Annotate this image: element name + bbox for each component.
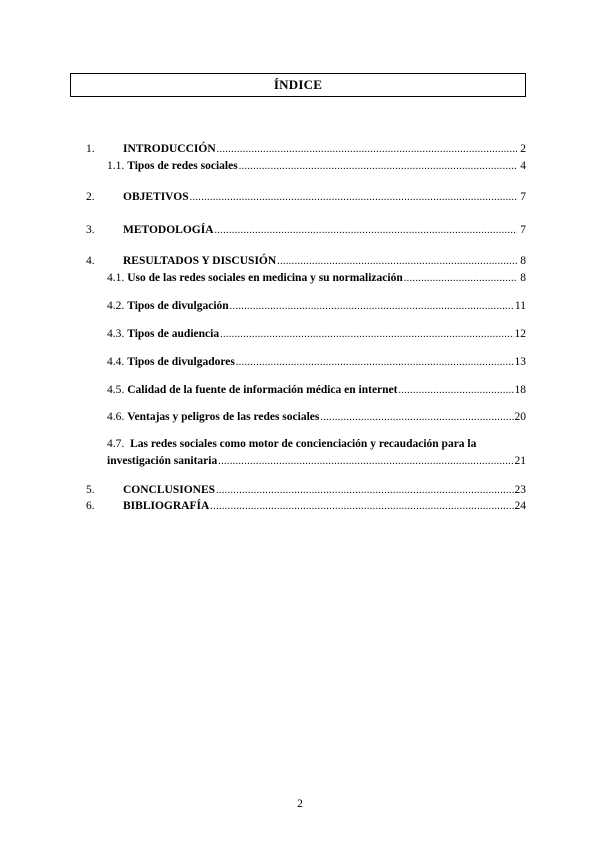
dot-leader xyxy=(220,329,513,340)
toc-entry-motor-concienciacion[interactable] xyxy=(107,438,527,450)
dot-leader xyxy=(320,412,513,423)
toc-entry-label: RESULTADOS Y DISCUSIÓN xyxy=(123,255,277,267)
toc-entry-label: Tipos de divulgación xyxy=(127,300,229,312)
toc-entry-label: Tipos de audiencia xyxy=(127,328,220,340)
index-title: ÍNDICE xyxy=(70,73,526,97)
dot-leader xyxy=(277,256,517,267)
page-number: 2 xyxy=(297,798,303,810)
toc-entry-ventajas[interactable] xyxy=(107,411,526,423)
toc-entry-tipos-redes[interactable] xyxy=(107,160,526,172)
toc-entry-page: 20 xyxy=(514,411,526,423)
toc-entry-page: 7 xyxy=(520,191,526,203)
toc-entry-label: CONCLUSIONES xyxy=(123,484,216,496)
toc-entry-uso-redes[interactable] xyxy=(107,272,526,284)
toc-entry-page: 18 xyxy=(514,384,526,396)
toc-entry-number: 6. xyxy=(86,500,95,512)
toc-entry-page: 12 xyxy=(514,328,526,340)
toc-entry-number: 4.6. xyxy=(107,411,125,423)
toc-entry-number: 4.5. xyxy=(107,384,125,396)
toc-entry-number: 1.1. xyxy=(107,160,125,172)
dot-leader xyxy=(404,273,517,284)
toc-entry-page: 13 xyxy=(514,356,526,368)
toc-entry-label-line2: investigación sanitaria xyxy=(107,455,218,467)
toc-entry-number: 4.3. xyxy=(107,328,125,340)
toc-entry-page: 21 xyxy=(514,455,526,467)
dot-leader xyxy=(217,144,517,155)
toc-entry-objetivos[interactable] xyxy=(86,191,526,203)
dot-leader xyxy=(190,192,517,203)
toc-entry-label: Calidad de la fuente de información médica en internet xyxy=(127,384,398,396)
toc-entry-divulgadores[interactable] xyxy=(107,356,526,368)
toc-entry-label: METODOLOGÍA xyxy=(123,224,214,236)
toc-entry-number: 4.7. xyxy=(107,438,125,450)
toc-entry-number: 3. xyxy=(86,224,95,236)
toc-entry-number: 4.1. xyxy=(107,272,125,284)
toc-entry-label: Tipos de redes sociales xyxy=(127,160,238,172)
toc-entry-page: 2 xyxy=(520,143,526,155)
toc-entry-page: 11 xyxy=(514,300,526,312)
toc-entry-label: Uso de las redes sociales en medicina y su normalización xyxy=(127,272,403,284)
toc-entry-audiencia[interactable] xyxy=(107,328,526,340)
toc-entry-conclusiones[interactable] xyxy=(86,484,526,496)
toc-entry-label: OBJETIVOS xyxy=(123,191,189,203)
toc-entry-divulgacion[interactable] xyxy=(107,300,526,312)
toc-entry-bibliografia[interactable] xyxy=(86,500,526,512)
toc-entry-metodologia[interactable] xyxy=(86,224,526,236)
dot-leader xyxy=(215,225,517,236)
dot-leader xyxy=(218,456,513,467)
dot-leader xyxy=(216,485,513,496)
toc-entry-calidad-fuente[interactable] xyxy=(107,384,526,396)
toc-entry-page: 4 xyxy=(520,160,526,172)
toc-entry-number: 1. xyxy=(86,143,95,155)
dot-leader xyxy=(236,357,514,368)
toc-entry-page: 8 xyxy=(520,272,526,284)
toc-entry-label: Tipos de divulgadores xyxy=(127,356,235,368)
toc-entry-number: 4.4. xyxy=(107,356,125,368)
toc-entry-page: 23 xyxy=(514,484,526,496)
toc-entry-page: 8 xyxy=(520,255,526,267)
toc-entry-page: 24 xyxy=(514,500,526,512)
toc-entry-introduccion[interactable] xyxy=(86,143,526,155)
toc-entry-resultados[interactable] xyxy=(86,255,526,267)
dot-leader xyxy=(230,301,514,312)
toc-entry-number: 5. xyxy=(86,484,95,496)
toc-entry-number: 2. xyxy=(86,191,95,203)
toc-entry-label-line1: Las redes sociales como motor de concienciación y recaudación para la xyxy=(130,438,477,450)
dot-leader xyxy=(398,385,513,396)
dot-leader xyxy=(210,501,513,512)
toc-entry-number: 4. xyxy=(86,255,95,267)
toc-entry-page: 7 xyxy=(520,224,526,236)
toc-entry-motor-concienciacion-cont[interactable] xyxy=(107,455,526,467)
toc-entry-label: Ventajas y peligros de las redes sociales xyxy=(127,411,320,423)
toc-entry-label: BIBLIOGRAFÍA xyxy=(123,500,210,512)
dot-leader xyxy=(239,161,517,172)
toc-entry-number: 4.2. xyxy=(107,300,125,312)
toc-entry-label: INTRODUCCIÓN xyxy=(123,143,216,155)
